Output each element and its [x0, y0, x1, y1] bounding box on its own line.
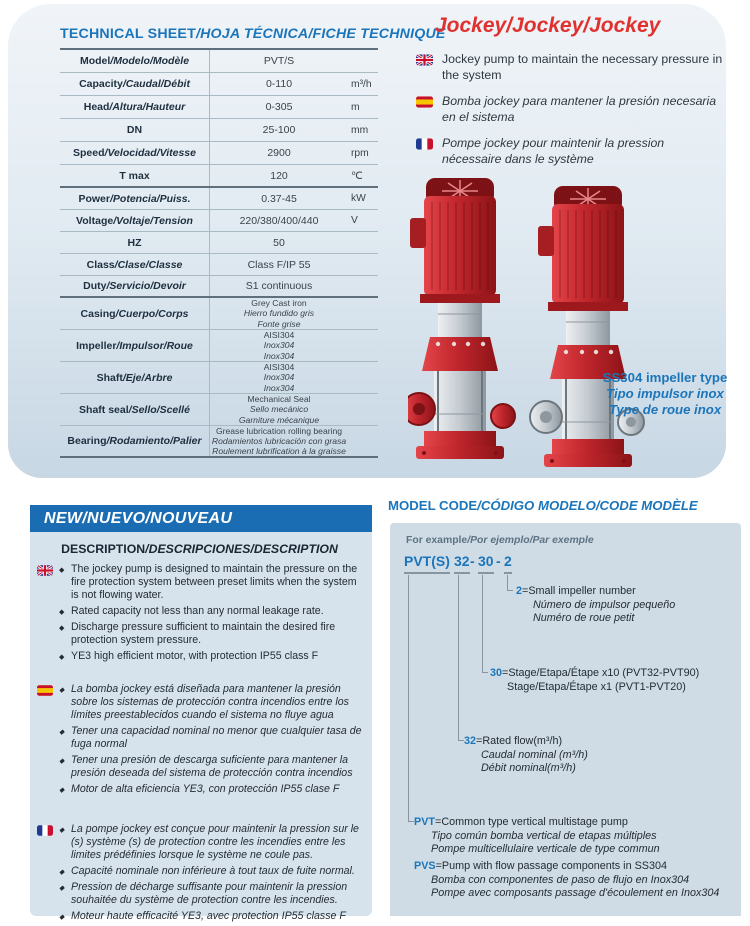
table-row-label: Voltage /Voltaje/Tension — [60, 210, 210, 231]
table-row-label: T max — [60, 165, 210, 186]
code-part-stage: 30 — [478, 553, 494, 574]
table-row-label: Head /Altura/Hauteur — [60, 96, 210, 118]
table-row-label: Impeller /Impulsor/Roue — [60, 330, 210, 361]
description-heading: DESCRIPTION/DESCRIPCIONES/DESCRIPTION — [61, 542, 338, 556]
code-part-flow: 32 — [454, 553, 470, 574]
table-row-label: Model /Modelo/Modèle — [60, 50, 210, 72]
connector-line — [458, 575, 464, 741]
table-row-value: 0-110 — [265, 78, 293, 90]
table-row-value: 0-305 — [265, 101, 293, 113]
description-list-es — [59, 683, 362, 799]
table-row — [60, 254, 378, 276]
uk-flag-icon — [37, 565, 53, 576]
ss304-caption — [596, 370, 734, 418]
table-row-label: Capacity /Caudal/Débit — [60, 73, 210, 95]
description-block-en — [37, 563, 362, 666]
description-bullet: ◆ Capacité nominale non inférieure à tout taux de fuite normal. — [59, 865, 362, 878]
model-code-item-impeller: 2=Small impeller number Número de impulsor pequeño Numéro de roue petit — [516, 585, 676, 624]
model-code-item-pvt: PVT=Common type vertical multistage pump Tipo común bomba vertical de etapas múltiples Pompe multicellulaire verticale de type commun — [414, 816, 660, 855]
table-row-unit: V — [351, 215, 358, 226]
description-bullet: ◆ Rated capacity not less than any normal leakage rate. — [59, 605, 362, 618]
model-code-panel — [390, 523, 741, 916]
table-row — [60, 119, 378, 142]
description-list-fr — [59, 823, 362, 926]
description-bullet: ◆ The jockey pump is designed to maintain the pressure on the fire protection system between preset limits when the system is not flowing water. — [59, 563, 362, 602]
description-bullet: ◆ Motor de alta eficiencia YE3, con protección IP55 clase F — [59, 783, 362, 796]
table-row-value: 0.37-45 — [261, 192, 297, 205]
table-row — [60, 210, 378, 232]
description-block-es — [37, 683, 362, 799]
table-row-unit: m³/h — [351, 78, 372, 90]
table-row — [60, 362, 378, 394]
description-bullet: ◆ La bomba jockey está diseñada para mantener la presión sobre los sistemas de protección contra incendios entre los límites preestablecidos cuando el sistema no fluye agua — [59, 683, 362, 722]
table-row-unit: ℃ — [351, 170, 363, 182]
description-list-en — [59, 563, 362, 666]
table-row — [60, 188, 378, 210]
table-row-label: Bearing /Rodamiento/Palier — [60, 426, 210, 456]
table-row-label: Shaft /Eje/Arbre — [60, 362, 210, 393]
table-row-value: 2900 — [267, 147, 291, 159]
france-flag-icon — [416, 138, 433, 150]
table-row-label: Casing /Cuerpo/Corps — [60, 298, 210, 329]
table-row — [60, 276, 378, 298]
table-row — [60, 426, 378, 458]
table-row — [60, 330, 378, 362]
table-row — [60, 394, 378, 426]
table-row-label: Speed /Velocidad/Vitesse — [60, 142, 210, 164]
table-row-value: 50 — [273, 236, 285, 249]
table-row-label: Power /Potencia/Puiss. — [60, 188, 210, 209]
code-part-series: PVT(S) — [404, 553, 450, 574]
table-row — [60, 96, 378, 119]
pump-image — [408, 172, 658, 472]
code-dash: - — [496, 553, 501, 569]
new-section-header: NEW /NUEVO/NOUVEAU — [30, 505, 372, 532]
technical-sheet-title: TECHNICAL SHEET/HOJA TÉCNICA/FICHE TECHNIQUE — [60, 26, 446, 42]
description-bullet: ◆ Moteur haute efficacité YE3, avec protection IP55 classe F — [59, 910, 362, 923]
table-row — [60, 142, 378, 165]
table-row-value: S1 continuous — [245, 280, 313, 292]
table-row — [60, 73, 378, 96]
table-row-value: AISI304 Inox304 Inox304 — [263, 330, 295, 361]
description-bullet: ◆ Pression de décharge suffisante pour maintenir la pression souhaitée du système de protection contre les incendies. — [59, 881, 362, 907]
table-row-label: Class /Clase/Classe — [60, 254, 210, 275]
table-row-unit — [348, 50, 378, 72]
connector-line — [408, 575, 414, 822]
connector-line — [482, 575, 488, 673]
table-row-value: 220/380/400/440 — [239, 214, 319, 227]
table-row — [60, 50, 378, 73]
jockey-item-fr — [416, 136, 724, 167]
model-code-example-label: For example/Por ejemplo/Par exemple — [406, 535, 594, 546]
table-row-unit — [348, 426, 378, 456]
description-block-fr — [37, 823, 362, 926]
table-row-value: Grease lubrication rolling bearing Rodamientos lubricación con grasa Roulement lubrification à la graisse — [211, 425, 347, 457]
code-dash: - — [470, 553, 475, 569]
france-flag-icon — [37, 825, 53, 836]
model-code-item-stage: 30=Stage/Etapa/Étape x10 (PVT32-PVT90) Stage/Etapa/Étape x1 (PVT1-PVT20) — [490, 667, 700, 693]
table-row-label: Shaft seal /Sello/Scellé — [60, 394, 210, 425]
model-code-title: MODEL CODE/CÓDIGO MODELO/CODE MODÈLE — [388, 498, 698, 513]
code-part-impeller: 2 — [504, 553, 512, 574]
table-row-unit: m — [351, 101, 360, 113]
top-card — [8, 4, 726, 478]
technical-sheet-rows — [60, 50, 378, 458]
technical-sheet-table — [60, 48, 378, 458]
spain-flag-icon — [37, 685, 53, 696]
description-bullet: ◆ Tener una presión de descarga suficiente para mantener la presión deseada del sistema de protección contra incendios — [59, 754, 362, 780]
jockey-text-fr: Pompe jockey pour maintenir la pression nécessaire dans le système — [442, 136, 665, 166]
table-row — [60, 298, 378, 330]
table-row-label: HZ — [60, 232, 210, 253]
table-row — [60, 232, 378, 254]
model-code-item-pvs: PVS=Pump with flow passage components in SS304 Bomba con componentes de paso de flujo en Inox304 Pompe avec composants passage d'écoulement en Inox304 — [414, 860, 720, 899]
jockey-item-es — [416, 94, 724, 125]
uk-flag-icon — [416, 54, 433, 66]
ss304-caption-line3: Type de roue inox — [608, 402, 722, 417]
table-row-label: DN — [60, 119, 210, 141]
jockey-column — [408, 8, 724, 178]
table-row-value: AISI304 Inox304 Inox304 — [263, 362, 295, 393]
table-row — [60, 165, 378, 188]
jockey-text-es: Bomba jockey para mantener la presión necesaria en el sistema — [442, 94, 717, 124]
description-bullet: ◆ Discharge pressure sufficient to maintain the desired fire protection system pressure. — [59, 621, 362, 647]
table-row-label: Duty /Servicio/Devoir — [60, 276, 210, 296]
table-row-unit: mm — [351, 124, 369, 136]
table-row-value: 120 — [270, 169, 288, 182]
spain-flag-icon — [416, 96, 433, 108]
table-row-value: 25-100 — [262, 124, 296, 136]
model-code-item-flow: 32=Rated flow(m³/h) Caudal nominal (m³/h) Débit nominal(m³/h) — [464, 735, 588, 774]
jockey-text-en: Jockey pump to maintain the necessary pressure in the system — [442, 52, 723, 82]
table-row-unit: kW — [351, 193, 366, 204]
table-row-value: Grey Cast iron Hierro fundido gris Fonte grise — [243, 298, 315, 329]
table-row-unit — [348, 254, 378, 275]
table-row-value: PVT/S — [263, 55, 295, 67]
table-row-unit — [348, 330, 378, 361]
table-row-unit — [348, 362, 378, 393]
description-bullet: ◆ YE3 high efficient motor, with protection IP55 class F — [59, 650, 362, 663]
table-row-unit — [348, 276, 378, 296]
table-row-value: Class F/IP 55 — [247, 258, 311, 271]
connector-line — [507, 575, 513, 591]
ss304-caption-line1: SS304 impeller type — [602, 370, 728, 385]
table-row-unit: rpm — [351, 147, 369, 159]
table-row-unit — [348, 298, 378, 329]
description-bullet: ◆ Tener una capacidad nominal no menor que cualquier tasa de fuga normal — [59, 725, 362, 751]
description-bullet: ◆ La pompe jockey est conçue pour maintenir la pression sur le (s) système (s) de protection contre les incendies entre les limites prédéfinies lorsque le système ne coule pas. — [59, 823, 362, 862]
table-row-unit — [348, 232, 378, 253]
jockey-item-en — [416, 52, 724, 83]
ss304-caption-line2: Tipo impulsor inox — [606, 386, 724, 401]
jockey-title: Jockey/Jockey/Jockey — [435, 14, 661, 37]
description-panel — [30, 532, 372, 922]
table-row-value: Mechanical Seal Sello mecánico Garniture mécanique — [238, 394, 320, 425]
table-row-unit — [348, 394, 378, 425]
